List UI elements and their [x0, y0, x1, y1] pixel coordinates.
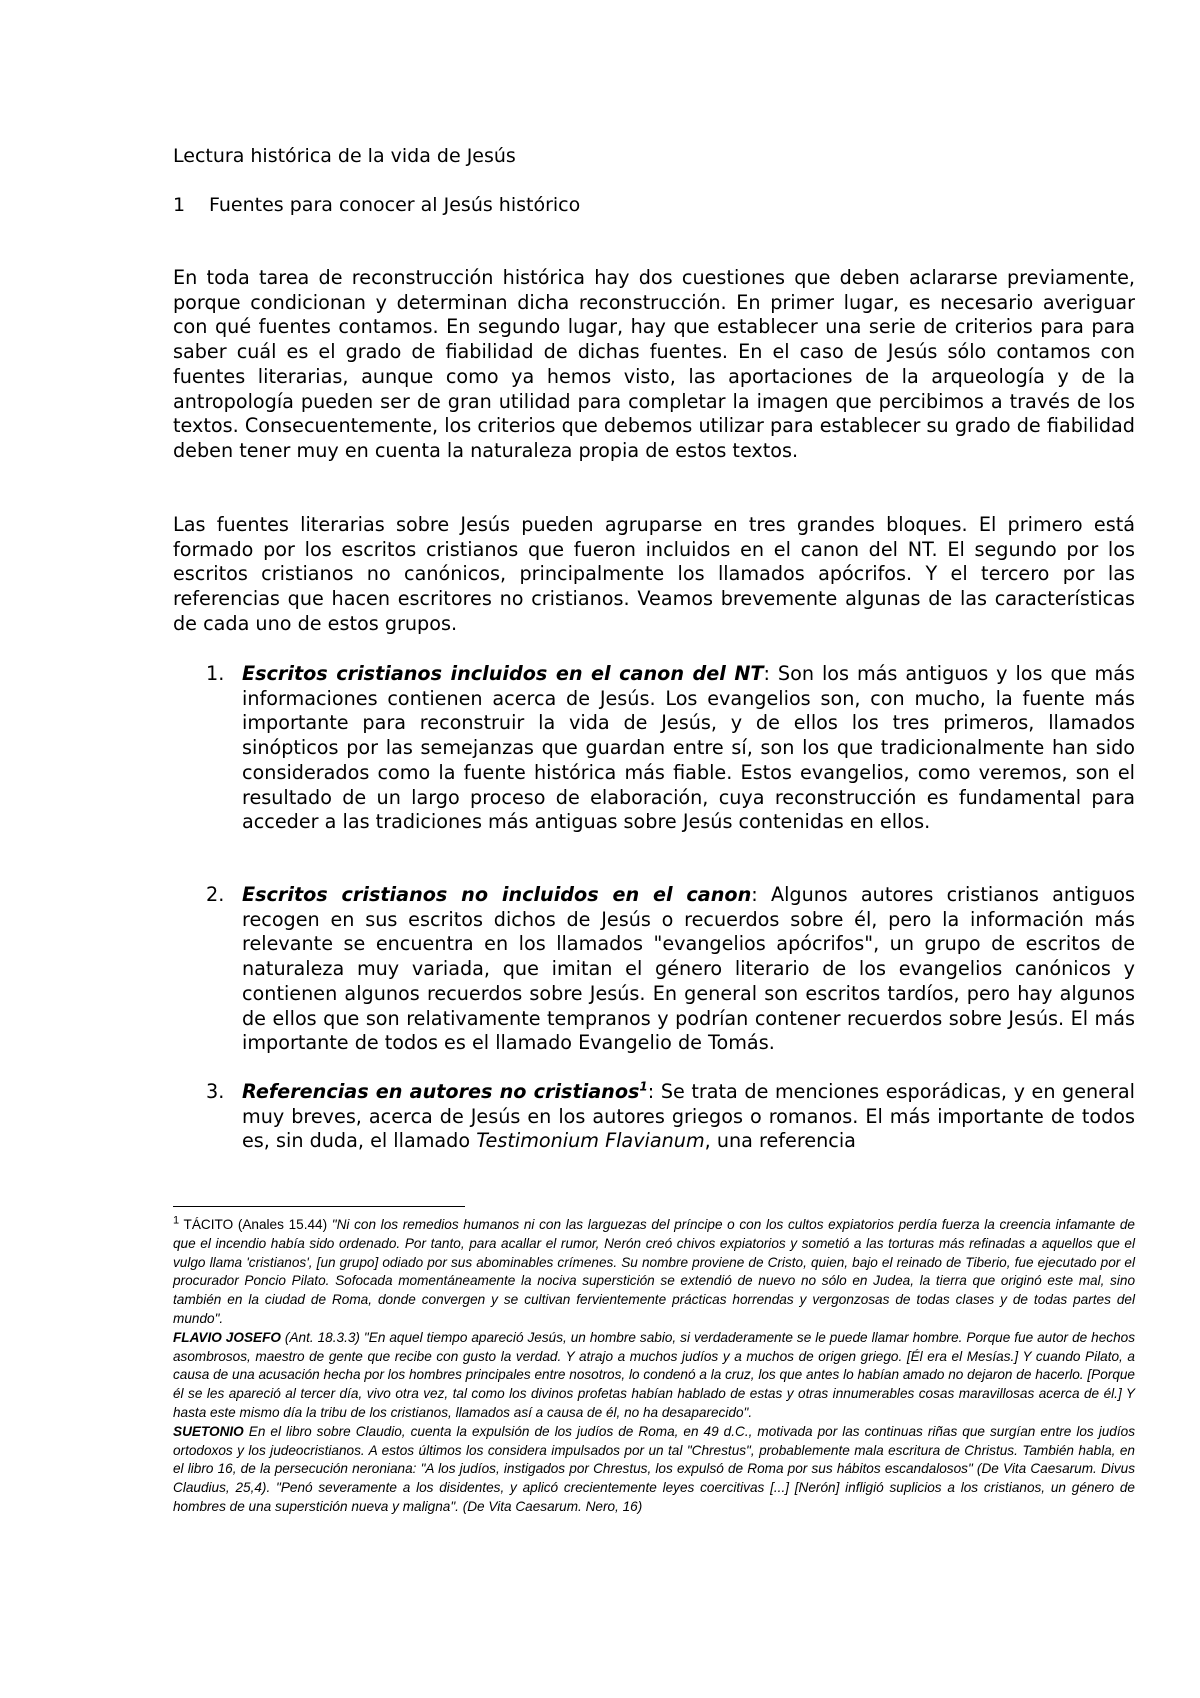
footnote-author: TÁCITO: [183, 1217, 234, 1232]
list-item-lead: Escritos cristianos no incluidos en el canon: [242, 883, 752, 906]
section-number: 1: [173, 194, 186, 216]
footnote-suetonio: [173, 1423, 1135, 1517]
footnote-citation: (Ant. 18.3.3): [280, 1329, 364, 1345]
document-title: Lectura histórica de la vida de Jesús: [173, 145, 516, 167]
list-item: [206, 662, 1135, 835]
list-marker: 1.: [206, 662, 225, 685]
footnote-text: En el libro sobre Claudio, cuenta la expulsión de los judíos de Roma, en 49 d.C., motivada por las continuas riñas que surgían entre los judíos ortodoxos y los judeocristianos. A estos últimos los considera impulsados por un tal "Chrestus", probablemente mala escritura de Christus. También habla, en el libro 16, de la persecución neroniana: "A los judíos, instigados por Chrestus, los expulsó de Roma por sus hábitos escandalosos" (De Vita Caesarum. Divus Claudius, 25,4). "Penó severamente a los disidentes, y aplicó crecientemente leyes coercitivas [...] [Nerón] infligió suplicios a los cristianos, un género de hombres de una superstición nueva y maligna". (De Vita Caesarum. Nero, 16): [173, 1423, 1135, 1514]
footnote-author: SUETONIO: [173, 1423, 244, 1439]
footnote-mark: 1: [173, 1214, 180, 1227]
list-marker: 3.: [206, 1080, 225, 1103]
footnote-citation: (Anales 15.44): [233, 1217, 332, 1232]
section-heading: [173, 193, 580, 217]
footnote-josefo: [173, 1329, 1135, 1423]
list-item-lead: Referencias en autores no cristianos: [242, 1080, 640, 1103]
list-item-text: : Algunos autores cristianos antiguos recogen en sus escritos dichos de Jesús o recuerdos sobre él, pero la información más relevante se encuentra en los llamados "evangelios apócrifos", un grupo de escritos de naturaleza muy variada, que imitan el género literario de los evangelios canónicos y contienen algunos recuerdos sobre Jesús. En general son escritos tardíos, pero hay algunos de ellos que son relativamente tempranos y podrían contener recuerdos sobre Jesús. El más importante de todos es el llamado Evangelio de Tomás.: [242, 883, 1135, 1055]
list-marker: 2.: [206, 883, 225, 906]
footnote-quote: "En aquel tiempo apareció Jesús, un hombre sabio, si verdaderamente se le puede llamar hombre. Porque fue autor de hechos asombrosos, maestro de gente que recibe con gusto la verdad. Y atrajo a muchos judíos y a muchos de origen griego. [Él era el Mesías.] Y cuando Pilato, a causa de una acusación hecha por los hombres principales entre nosotros, lo condenó a la cruz, los que antes lo habían amado no dejaron de hacerlo. [Porque él se les apareció al tercer día, vivo otra vez, tal como los divinos profetas habían hablado de estas y otras innumerables cosas maravillosas acerca de él.] Y hasta este mismo día la tribu de los cristianos, llamados así a causa de él, no ha desaparecido".: [173, 1329, 1135, 1420]
list-item-text: : Son los más antiguos y los que más informaciones contienen acerca de Jesús. Los evangelios son, con mucho, la fuente más importante para reconstruir la vida de Jesús, y de ellos los tres primeros, llamados sinópticos por las semejanzas que guardan entre sí, son los que tradicionalmente han sido considerados como la fuente histórica más fiable. Estos evangelios, como veremos, son el resultado de un largo proceso de elaboración, cuya reconstrucción es fundamental para acceder a las tradiciones más antiguas sobre Jesús contenidas en ellos.: [242, 662, 1135, 834]
footnote-tacito: [173, 1216, 1135, 1329]
sources-paragraph: Las fuentes literarias sobre Jesús pueden agruparse en tres grandes bloques. El primero está formado por los escritos cristianos que fueron incluidos en el canon del NT. El segundo por los escritos cristianos no canónicos, principalmente los llamados apócrifos. Y el tercero por las referencias que hacen escritores no cristianos. Veamos brevemente algunas de las características de cada uno de estos grupos.: [173, 513, 1135, 635]
list-item-text-end: , una referencia: [704, 1129, 856, 1153]
footnote-author: FLAVIO JOSEFO: [173, 1329, 281, 1345]
footnote-quote: "Ni con los remedios humanos ni con las larguezas del príncipe o con los cultos expiatorios perdía fuerza la creencia infamante de que el incendio había sido ordenado. Por tanto, para acallar el rumor, Nerón creó chivos expiatorios y sometió a las torturas más refinadas a aquellos que el vulgo llama 'cristianos', [un grupo] odiado por sus abominables crímenes. Su nombre proviene de Cristo, quien, bajo el reinado de Tiberio, fue ejecutado por el procurador Poncio Pilato. Sofocada momentáneamente la nociva superstición se extendió de nuevo no sólo en Judea, la tierra que originó este mal, sino también en la ciudad de Roma, donde convergen y se cultivan fervientemente prácticas horrendas y vergonzosas de todas clases y de todas partes del mundo".: [173, 1217, 1135, 1326]
footnotes: [173, 1216, 1135, 1517]
list-item: [206, 883, 1135, 1056]
list-item: [206, 1080, 1135, 1154]
list-item-lead: Escritos cristianos incluidos en el canon del NT: [242, 662, 764, 685]
list-item-text: : Se trata de menciones esporádicas, y en general muy breves, acerca de Jesús en los autores griegos o romanos. El más importante de todos es, sin duda, el llamado: [242, 1080, 1135, 1153]
footnote-reference[interactable]: 1: [639, 1079, 648, 1094]
section-title: Fuentes para conocer al Jesús histórico: [209, 194, 581, 216]
list-item-italic-text: Testimonium Flavianum: [476, 1129, 705, 1153]
intro-paragraph: En toda tarea de reconstrucción histórica hay dos cuestiones que deben aclararse previamente, porque condicionan y determinan dicha reconstrucción. En primer lugar, es necesario averiguar con qué fuentes contamos. En segundo lugar, hay que establecer una serie de criterios para para saber cuál es el grado de fiabilidad de dichas fuentes. En el caso de Jesús sólo contamos con fuentes literarias, aunque como ya hemos visto, las aportaciones de la arqueología y de la antropología pueden ser de gran utilidad para completar la imagen que percibimos a través de los textos. Consecuentemente, los criterios que debemos utilizar para establecer su grado de fiabilidad deben tener muy en cuenta la naturaleza propia de estos textos.: [173, 266, 1135, 462]
footnote-separator: [173, 1206, 465, 1207]
